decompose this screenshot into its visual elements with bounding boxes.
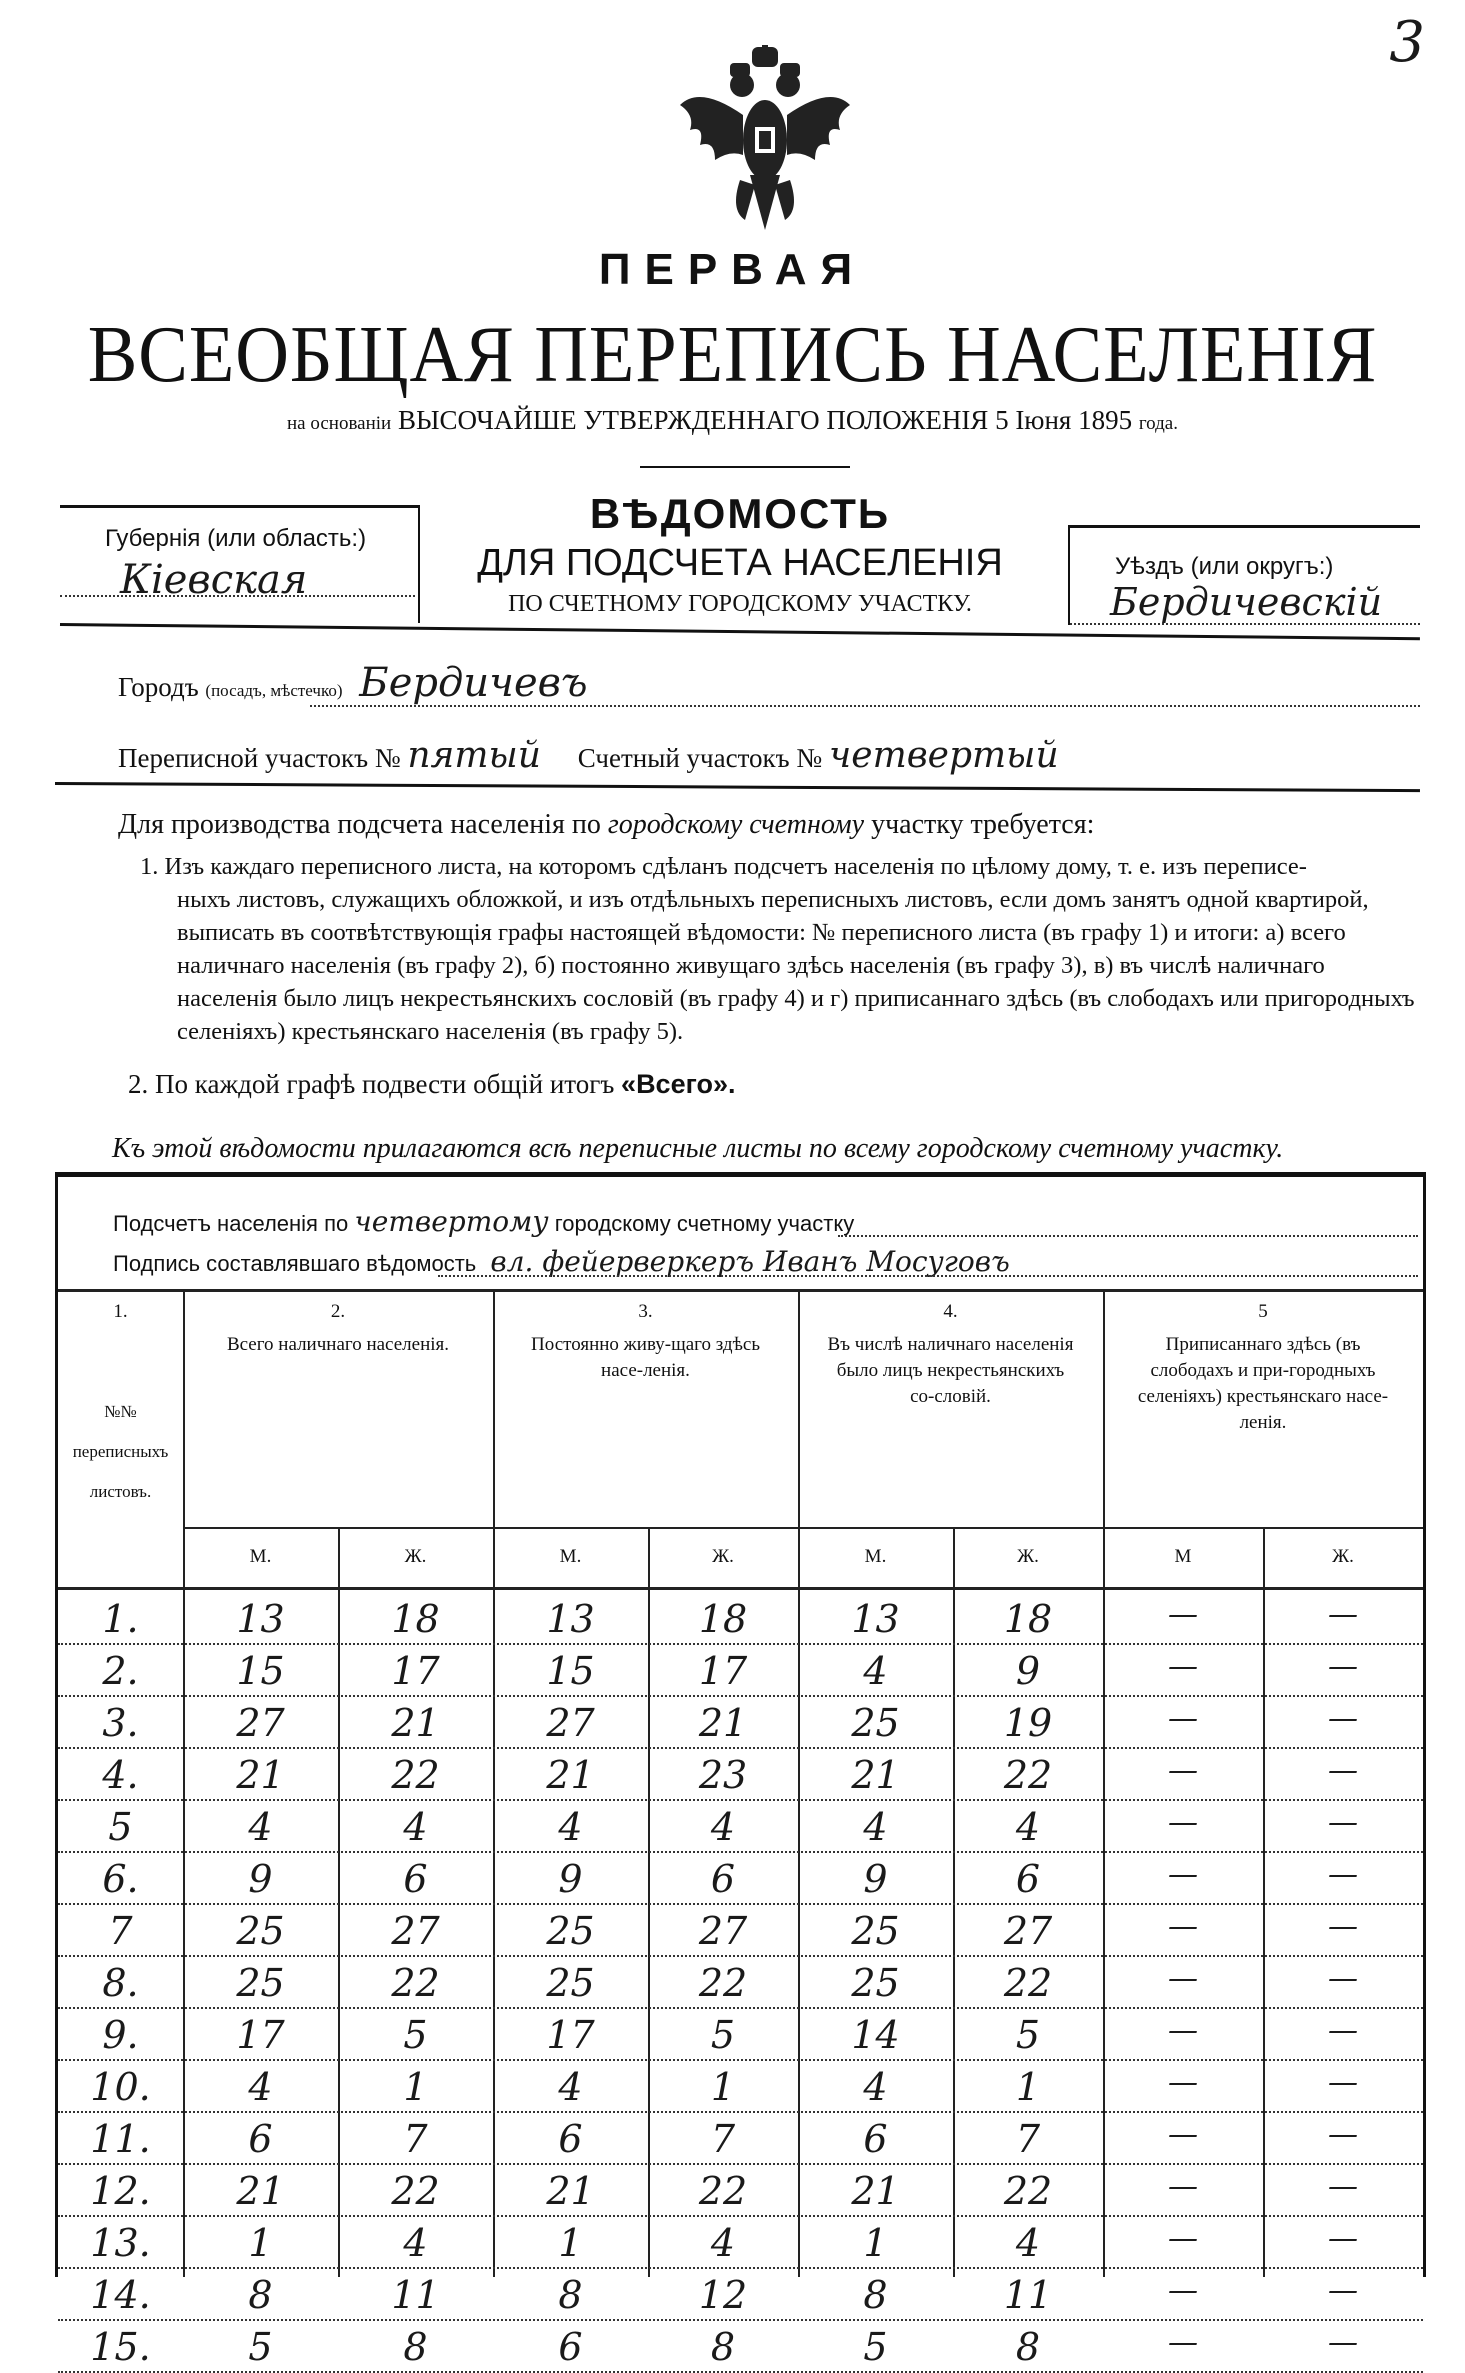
sex-label: М. bbox=[249, 1546, 272, 1567]
cell-value: — bbox=[1328, 1597, 1358, 1632]
cell-value: 12 bbox=[698, 2273, 748, 2317]
cell-value: — bbox=[1328, 1909, 1358, 1944]
cell-value: 25 bbox=[546, 1961, 595, 2005]
cell-value: 9 bbox=[558, 1857, 583, 1901]
cell-value: 4 bbox=[1015, 1805, 1041, 1849]
cell-value: 27 bbox=[391, 1909, 440, 1953]
vedomost-line3: ПО СЧЕТНОМУ ГОРОДСКОМУ УЧАСТКУ. bbox=[508, 591, 972, 617]
cell-value: 4 bbox=[403, 2221, 428, 2265]
cell-value: 27 bbox=[698, 1909, 748, 1953]
perepisnoy-label: Переписной участокъ № bbox=[118, 743, 401, 773]
cell-value: 4 bbox=[558, 2065, 583, 2109]
divider bbox=[55, 782, 1420, 792]
cell-value: 15 bbox=[546, 1649, 595, 1693]
uezd-label: Уѣздъ (или округъ:) bbox=[1115, 553, 1334, 580]
schetny-label: Счетный участокъ № bbox=[577, 743, 823, 773]
podschet-value: четвертому bbox=[354, 1205, 549, 1238]
pre-title: ПЕРВАЯ bbox=[598, 245, 867, 294]
gubernia-value: Кіевская bbox=[120, 557, 308, 603]
cell-value: 9 bbox=[248, 1857, 273, 1901]
row-dotted-line bbox=[58, 2059, 1423, 2061]
cell-value: — bbox=[1328, 1701, 1358, 1736]
cell-value: 18 bbox=[1003, 1597, 1053, 1641]
cell-value: 25 bbox=[236, 1909, 285, 1953]
column-number: 1. bbox=[113, 1301, 128, 1322]
cell-value: 13 bbox=[546, 1597, 595, 1641]
cell-value: 15. bbox=[90, 2325, 151, 2369]
sex-label: Ж. bbox=[404, 1546, 427, 1567]
row-dotted-line bbox=[58, 1747, 1423, 1749]
cell-value: 6 bbox=[1015, 1857, 1041, 1901]
cell-value: — bbox=[1328, 1649, 1358, 1684]
cell-value: 25 bbox=[851, 1909, 900, 1953]
vedomost-heading bbox=[420, 490, 1060, 618]
imperial-eagle-emblem bbox=[670, 45, 860, 240]
cell-value: 8 bbox=[403, 2325, 428, 2369]
cell-value: — bbox=[1168, 1961, 1198, 1996]
uezd-box bbox=[1068, 525, 1422, 625]
cell-value: 17 bbox=[698, 1649, 748, 1693]
cell-value: 1 bbox=[248, 2221, 273, 2265]
cell-value: 1 bbox=[710, 2065, 736, 2109]
cell-value: 13. bbox=[90, 2221, 151, 2265]
cell-value: 13 bbox=[851, 1597, 900, 1641]
cell-value: — bbox=[1328, 1805, 1358, 1840]
cell-value: 5 bbox=[403, 2013, 428, 2057]
cell-value: 7 bbox=[1015, 2117, 1041, 2161]
cell-value: 6 bbox=[558, 2325, 583, 2369]
cell-value: 6 bbox=[403, 1857, 428, 1901]
cell-value: 6 bbox=[248, 2117, 273, 2161]
cell-value: 4 bbox=[863, 1805, 888, 1849]
cell-value: — bbox=[1168, 2169, 1198, 2204]
sex-label: М bbox=[1174, 1546, 1192, 1567]
cell-value: 8 bbox=[248, 2273, 273, 2317]
cell-value: 22 bbox=[1003, 1961, 1053, 2005]
cell-value: 13 bbox=[236, 1597, 285, 1641]
row-dotted-line bbox=[58, 1695, 1423, 1697]
cell-value: 9 bbox=[863, 1857, 888, 1901]
cell-value: 25 bbox=[851, 1701, 900, 1745]
column-title: Всего наличнаго населенія. bbox=[226, 1334, 450, 1355]
subtitle-prefix: на основанiи bbox=[287, 413, 392, 434]
cell-value: 5 bbox=[108, 1805, 133, 1849]
cell-value: 17 bbox=[546, 2013, 595, 2057]
instructions-item-1: 1. Изъ каждаго переписного листа, на которомъ сдѣланъ подсчетъ населенія по цѣлому дому, т. е. изъ переписе- ныхъ листовъ, служащихъ обложкой, и изъ отдѣльныхъ переписныхъ листовъ, если домъ занятъ одной квартирой, выписать въ соотвѣтствующія графы настоящей вѣдомости: № переписного листа (въ графу 1) и итоги: а) всего наличнаго населенія (въ графу 2), б) постоянно живущаго здѣсь населенія (въ графу 3), в) въ числѣ наличнаго населенія было лицъ некрестьянскихъ сословій (въ графу 4) и г) приписаннаго здѣсь (въ слободахъ или пригородныхъ селеніяхъ) крестьянскаго населенія (въ графу 5). bbox=[140, 853, 1415, 1045]
cell-value: 21 bbox=[236, 1753, 285, 1797]
cell-value: 4 bbox=[248, 2065, 273, 2109]
cell-value: — bbox=[1168, 1857, 1198, 1892]
cell-value: 12. bbox=[90, 2169, 151, 2213]
cell-value: 4 bbox=[863, 2065, 888, 2109]
cell-value: 4 bbox=[558, 1805, 583, 1849]
row-dotted-line bbox=[58, 2319, 1423, 2321]
cell-value: 21 bbox=[546, 2169, 595, 2213]
column-title: №№ переписныхъ листовъ. bbox=[72, 1402, 169, 1501]
row-dotted-line bbox=[58, 2267, 1423, 2269]
column-title: Приписаннаго здѣсь (въ слободахъ и при-городныхъ селеніяхъ) крестьянскаго насе-ленія. bbox=[1137, 1334, 1389, 1433]
column-number: 5 bbox=[1258, 1301, 1268, 1322]
cell-value: 8 bbox=[558, 2273, 583, 2317]
cell-value: 18 bbox=[391, 1597, 440, 1641]
cell-value: 5 bbox=[710, 2013, 736, 2057]
header-divider bbox=[183, 1527, 1423, 1529]
perepisnoy-row bbox=[118, 735, 1418, 776]
cell-value: 22 bbox=[698, 2169, 748, 2213]
cell-value: 6. bbox=[102, 1857, 139, 1901]
gorod-label: Городъ bbox=[118, 672, 199, 702]
cell-value: 4. bbox=[102, 1753, 139, 1797]
subtitle-main: ВЫСОЧАЙШЕ УТВЕРЖДЕННАГО ПОЛОЖЕНIЯ 5 Iюня 1895 bbox=[397, 405, 1133, 435]
cell-value: 22 bbox=[391, 2169, 440, 2213]
cell-value: — bbox=[1328, 2065, 1358, 2100]
cell-value: 6 bbox=[710, 1857, 736, 1901]
gorod-label-small: (посадъ, мѣстечко) bbox=[205, 681, 343, 700]
cell-value: 7 bbox=[710, 2117, 736, 2161]
instructions-item-2: 2. По каждой графѣ подвести общій итогъ «Всего». bbox=[128, 1069, 736, 1099]
podpis-row: Подпись составлявшаго вѣдомость вл. фейерверкеръ Иванъ Мосуговъ bbox=[113, 1245, 1010, 1278]
cell-value: 1 bbox=[1015, 2065, 1041, 2109]
cell-value: 19 bbox=[1003, 1701, 1053, 1745]
row-dotted-line bbox=[58, 1955, 1423, 1957]
cell-value: — bbox=[1168, 1753, 1198, 1788]
sex-label: М. bbox=[864, 1546, 887, 1567]
cell-value: — bbox=[1328, 1753, 1358, 1788]
gorod-value: Бердичевъ bbox=[359, 660, 588, 706]
cell-value: 1. bbox=[102, 1597, 139, 1641]
cell-value: 22 bbox=[391, 1753, 440, 1797]
cell-value: 25 bbox=[851, 1961, 900, 2005]
vedomost-title: ВѢДОМОСТЬ bbox=[589, 490, 891, 537]
uezd-value: Бердичевскій bbox=[1110, 580, 1383, 624]
cell-value: 6 bbox=[558, 2117, 583, 2161]
cell-value: 7 bbox=[108, 1909, 133, 1953]
cell-value: — bbox=[1168, 2221, 1198, 2256]
cell-value: 22 bbox=[1003, 1753, 1053, 1797]
cell-value: 25 bbox=[236, 1961, 285, 2005]
subtitle bbox=[0, 405, 1465, 436]
gubernia-label: Губернія (или область:) bbox=[105, 525, 367, 552]
cell-value: 8. bbox=[102, 1961, 139, 2005]
cell-value: 21 bbox=[851, 1753, 900, 1797]
cell-value: — bbox=[1168, 2325, 1198, 2360]
page-number: 3 bbox=[1389, 10, 1425, 75]
cell-value: 22 bbox=[1003, 2169, 1053, 2213]
cell-value: — bbox=[1168, 1597, 1198, 1632]
cell-value: 6 bbox=[863, 2117, 888, 2161]
cell-value: — bbox=[1328, 1961, 1358, 1996]
cell-value: — bbox=[1168, 2117, 1198, 2152]
gubernia-box bbox=[60, 505, 420, 623]
cell-value: 22 bbox=[391, 1961, 440, 2005]
cell-value: — bbox=[1328, 1857, 1358, 1892]
podpis-value: вл. фейерверкеръ Иванъ Мосуговъ bbox=[490, 1245, 1010, 1278]
cell-value: 23 bbox=[698, 1753, 748, 1797]
cell-value: 4 bbox=[710, 2221, 736, 2265]
cell-value: 18 bbox=[698, 1597, 748, 1641]
cell-value: 11 bbox=[1003, 2273, 1053, 2317]
row-dotted-line bbox=[58, 1799, 1423, 1801]
vedomost-line2: ДЛЯ ПОДСЧЕТА НАСЕЛЕНІЯ bbox=[477, 542, 1003, 584]
cell-value: 27 bbox=[236, 1701, 285, 1745]
cell-value: 11. bbox=[90, 2117, 151, 2161]
cell-value: 8 bbox=[863, 2273, 888, 2317]
cell-value: 22 bbox=[698, 1961, 748, 2005]
schetny-value: четвертый bbox=[828, 735, 1059, 776]
cell-value: 17 bbox=[391, 1649, 440, 1693]
column-number: 2. bbox=[330, 1301, 346, 1322]
row-dotted-line bbox=[58, 1851, 1423, 1853]
cell-value: 9 bbox=[1015, 1649, 1041, 1693]
cell-value: 3. bbox=[102, 1701, 139, 1745]
subtitle-suffix: года. bbox=[1138, 413, 1178, 434]
row-dotted-line bbox=[58, 2163, 1423, 2165]
cell-value: 4 bbox=[863, 1649, 888, 1693]
cell-value: 4 bbox=[248, 1805, 273, 1849]
cell-value: — bbox=[1328, 2273, 1358, 2308]
cell-value: 9. bbox=[102, 2013, 139, 2057]
cell-value: — bbox=[1168, 1701, 1198, 1736]
cell-value: 21 bbox=[546, 1753, 595, 1797]
population-table bbox=[55, 1172, 1426, 2369]
row-dotted-line bbox=[58, 2111, 1423, 2113]
cell-value: 17 bbox=[236, 2013, 285, 2057]
cell-value: 5 bbox=[1015, 2013, 1041, 2057]
cell-value: 25 bbox=[546, 1909, 595, 1953]
attachment-note: Къ этой вѣдомости прилагаются всѣ переписные листы по всему городскому счетному участку. bbox=[112, 1133, 1284, 1164]
cell-value: 10. bbox=[90, 2065, 151, 2109]
cell-value: 8 bbox=[710, 2325, 736, 2369]
cell-value: 1 bbox=[403, 2065, 428, 2109]
cell-value: 27 bbox=[546, 1701, 595, 1745]
row-dotted-line bbox=[58, 1903, 1423, 1905]
cell-value: 21 bbox=[391, 1701, 440, 1745]
podschet-row: Подсчетъ населенія по четвертому городскому счетному участку bbox=[113, 1205, 855, 1238]
cell-value: 2. bbox=[102, 1649, 139, 1693]
cell-value: — bbox=[1168, 1805, 1198, 1840]
cell-value: — bbox=[1328, 2221, 1358, 2256]
row-dotted-line bbox=[58, 2007, 1423, 2009]
cell-value: 4 bbox=[710, 1805, 736, 1849]
cell-value: 8 bbox=[1015, 2325, 1041, 2369]
cell-value: 14. bbox=[90, 2273, 151, 2317]
perepisnoy-value: пятый bbox=[407, 735, 541, 776]
cell-value: — bbox=[1168, 2013, 1198, 2048]
cell-value: 7 bbox=[403, 2117, 428, 2161]
cell-value: — bbox=[1168, 1909, 1198, 1944]
sex-label: Ж. bbox=[1017, 1546, 1039, 1567]
column-title: Постоянно живу-щаго здѣсь насе-ленія. bbox=[531, 1334, 760, 1381]
cell-value: 5 bbox=[863, 2325, 888, 2369]
cell-value: — bbox=[1328, 2325, 1358, 2360]
gorod-row bbox=[118, 660, 1418, 706]
cell-value: 11 bbox=[391, 2273, 440, 2317]
cell-value: — bbox=[1328, 2013, 1358, 2048]
row-dotted-line bbox=[58, 1643, 1423, 1645]
row-dotted-line bbox=[58, 2215, 1423, 2217]
cell-value: 1 bbox=[558, 2221, 583, 2265]
cell-value: 4 bbox=[403, 1805, 428, 1849]
column-number: 3. bbox=[638, 1301, 653, 1322]
cell-value: — bbox=[1168, 2273, 1198, 2308]
cell-value: 21 bbox=[236, 2169, 285, 2213]
cell-value: — bbox=[1168, 2065, 1198, 2100]
cell-value: — bbox=[1328, 2117, 1358, 2152]
cell-value: 21 bbox=[698, 1701, 748, 1745]
main-title: ВСЕОБЩАЯ ПЕРЕПИСЬ НАСЕЛЕНІЯ bbox=[87, 311, 1378, 399]
cell-value: — bbox=[1328, 2169, 1358, 2204]
divider bbox=[60, 623, 1420, 640]
cell-value: — bbox=[1168, 1649, 1198, 1684]
sex-label: Ж. bbox=[712, 1546, 734, 1567]
cell-value: 1 bbox=[863, 2221, 888, 2265]
sex-label: Ж. bbox=[1332, 1546, 1354, 1567]
sex-label: М. bbox=[559, 1546, 582, 1567]
cell-value: 4 bbox=[1015, 2221, 1041, 2265]
header-divider bbox=[58, 1587, 1423, 1590]
cell-value: 5 bbox=[248, 2325, 273, 2369]
cell-value: 15 bbox=[236, 1649, 285, 1693]
cell-value: 14 bbox=[851, 2013, 900, 2057]
column-title: Въ числѣ наличнаго населенія было лицъ некрестьянскихъ со-словій. bbox=[827, 1334, 1074, 1407]
divider bbox=[640, 466, 850, 468]
instructions-intro: Для производства подсчета населенія по городскому счетному участку требуется: bbox=[118, 809, 1095, 840]
column-number: 4. bbox=[943, 1301, 958, 1322]
cell-value: 27 bbox=[1003, 1909, 1053, 1953]
cell-value: 21 bbox=[851, 2169, 900, 2213]
